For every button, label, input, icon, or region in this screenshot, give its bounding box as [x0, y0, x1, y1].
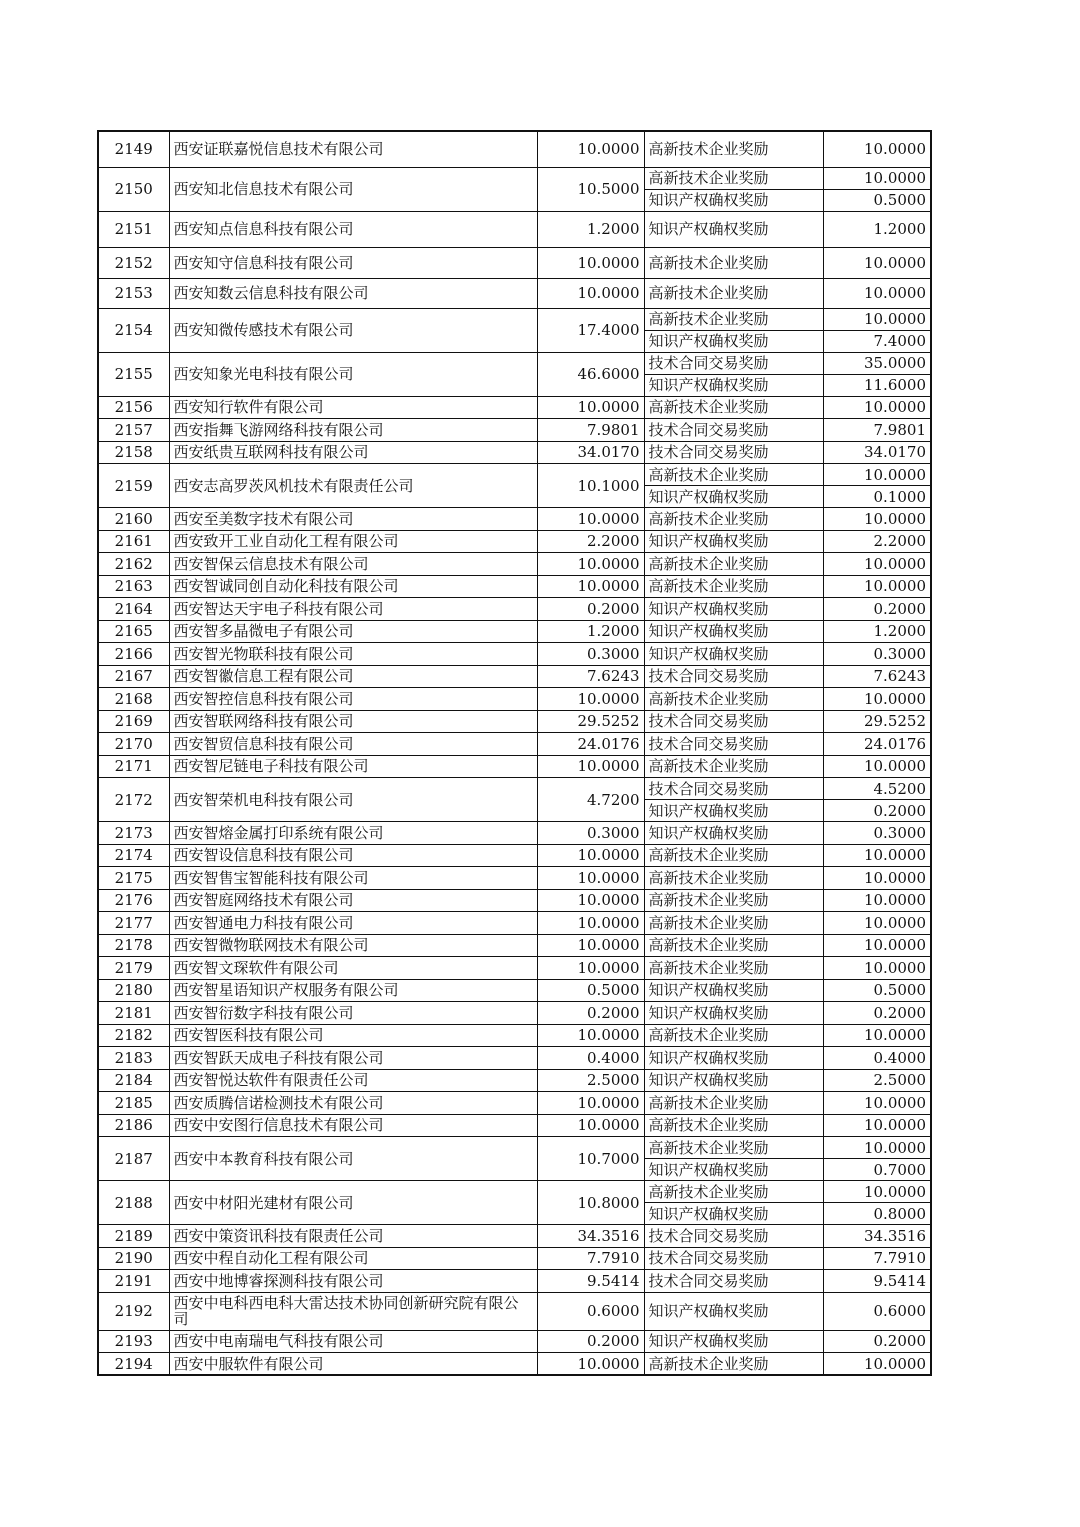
award-value: 9.5414 [823, 1270, 931, 1293]
company-name: 西安知象光电科技有限公司 [169, 352, 537, 396]
row-number: 2167 [98, 665, 169, 688]
table-row [98, 553, 931, 576]
table-row [98, 1092, 931, 1115]
row-number: 2189 [98, 1225, 169, 1248]
award-type: 高新技术企业奖励 [644, 1114, 823, 1137]
total-amount: 10.8000 [537, 1181, 644, 1225]
award-value: 10.0000 [823, 308, 931, 330]
row-number: 2190 [98, 1247, 169, 1270]
award-type: 高新技术企业奖励 [644, 131, 823, 167]
award-value: 10.0000 [823, 957, 931, 980]
award-value: 10.0000 [823, 1114, 931, 1137]
total-amount: 10.0000 [537, 508, 644, 531]
row-number: 2150 [98, 167, 169, 211]
row-number: 2187 [98, 1137, 169, 1181]
company-name: 西安知行软件有限公司 [169, 396, 537, 419]
award-type: 知识产权确权奖励 [644, 620, 823, 643]
award-type: 高新技术企业奖励 [644, 396, 823, 419]
table-row [98, 167, 931, 189]
award-value: 10.0000 [823, 755, 931, 778]
row-number: 2160 [98, 508, 169, 531]
total-amount: 10.0000 [537, 278, 644, 308]
total-amount: 10.0000 [537, 1114, 644, 1137]
row-number: 2174 [98, 844, 169, 867]
award-type: 知识产权确权奖励 [644, 1047, 823, 1070]
award-value: 0.3000 [823, 822, 931, 845]
row-number: 2149 [98, 131, 169, 167]
award-type: 知识产权确权奖励 [644, 189, 823, 211]
company-name: 西安智通电力科技有限公司 [169, 912, 537, 935]
total-amount: 1.2000 [537, 211, 644, 247]
award-type: 知识产权确权奖励 [644, 1330, 823, 1353]
row-number: 2162 [98, 553, 169, 576]
company-name: 西安指舞飞游网络科技有限公司 [169, 419, 537, 442]
row-number: 2172 [98, 778, 169, 822]
row-number: 2186 [98, 1114, 169, 1137]
table-row [98, 1137, 931, 1159]
company-name: 西安知点信息科技有限公司 [169, 211, 537, 247]
total-amount: 10.0000 [537, 1353, 644, 1376]
table-row [98, 979, 931, 1002]
award-value: 10.0000 [823, 575, 931, 598]
table-row [98, 733, 931, 756]
company-name: 西安智荣机电科技有限公司 [169, 778, 537, 822]
award-type: 知识产权确权奖励 [644, 598, 823, 621]
award-value: 10.0000 [823, 396, 931, 419]
table-row [98, 822, 931, 845]
row-number: 2191 [98, 1270, 169, 1293]
table-row [98, 396, 931, 419]
table-row [98, 844, 931, 867]
row-number: 2166 [98, 643, 169, 666]
table-row [98, 211, 931, 247]
company-name: 西安致开工业自动化工程有限公司 [169, 530, 537, 553]
total-amount: 10.1000 [537, 464, 644, 508]
company-name: 西安智星语知识产权服务有限公司 [169, 979, 537, 1002]
total-amount: 2.2000 [537, 530, 644, 553]
award-value: 29.5252 [823, 710, 931, 733]
table-row [98, 247, 931, 278]
award-value: 7.9801 [823, 419, 931, 442]
company-name: 西安纸贵互联网科技有限公司 [169, 441, 537, 464]
total-amount: 34.0170 [537, 441, 644, 464]
table-row [98, 778, 931, 800]
award-value: 0.1000 [823, 486, 931, 508]
award-type: 高新技术企业奖励 [644, 575, 823, 598]
total-amount: 10.0000 [537, 553, 644, 576]
table-row [98, 1330, 931, 1353]
award-value: 0.6000 [823, 1292, 931, 1330]
table-row [98, 688, 931, 711]
award-type: 技术合同交易奖励 [644, 352, 823, 374]
table-row [98, 1002, 931, 1025]
company-name: 西安智熔金属打印系统有限公司 [169, 822, 537, 845]
award-type: 知识产权确权奖励 [644, 643, 823, 666]
total-amount: 10.0000 [537, 844, 644, 867]
company-name: 西安中策资讯科技有限责任公司 [169, 1225, 537, 1248]
award-value: 1.2000 [823, 211, 931, 247]
company-name: 西安知数云信息科技有限公司 [169, 278, 537, 308]
award-value: 10.0000 [823, 553, 931, 576]
award-value: 10.0000 [823, 167, 931, 189]
award-value: 0.2000 [823, 598, 931, 621]
row-number: 2152 [98, 247, 169, 278]
company-name: 西安智微物联网技术有限公司 [169, 934, 537, 957]
award-value: 11.6000 [823, 374, 931, 396]
row-number: 2165 [98, 620, 169, 643]
company-name: 西安智诚同创自动化科技有限公司 [169, 575, 537, 598]
row-number: 2193 [98, 1330, 169, 1353]
total-amount: 10.0000 [537, 1024, 644, 1047]
award-type: 知识产权确权奖励 [644, 486, 823, 508]
award-type: 高新技术企业奖励 [644, 755, 823, 778]
row-number: 2173 [98, 822, 169, 845]
company-name: 西安智光物联科技有限公司 [169, 643, 537, 666]
award-type: 知识产权确权奖励 [644, 530, 823, 553]
total-amount: 10.5000 [537, 167, 644, 211]
award-value: 2.2000 [823, 530, 931, 553]
row-number: 2194 [98, 1353, 169, 1376]
row-number: 2171 [98, 755, 169, 778]
total-amount: 10.0000 [537, 957, 644, 980]
total-amount: 10.0000 [537, 867, 644, 890]
total-amount: 17.4000 [537, 308, 644, 352]
award-value: 0.2000 [823, 1002, 931, 1025]
table-row [98, 867, 931, 890]
award-type: 知识产权确权奖励 [644, 374, 823, 396]
table-row [98, 755, 931, 778]
award-type: 知识产权确权奖励 [644, 822, 823, 845]
award-type: 技术合同交易奖励 [644, 665, 823, 688]
company-name: 西安智控信息科技有限公司 [169, 688, 537, 711]
award-type: 高新技术企业奖励 [644, 957, 823, 980]
table-row [98, 889, 931, 912]
award-value: 10.0000 [823, 889, 931, 912]
award-value: 10.0000 [823, 1137, 931, 1159]
award-type: 知识产权确权奖励 [644, 800, 823, 822]
total-amount: 10.0000 [537, 755, 644, 778]
award-value: 10.0000 [823, 1181, 931, 1203]
company-name: 西安至美数字技术有限公司 [169, 508, 537, 531]
award-value: 7.6243 [823, 665, 931, 688]
total-amount: 0.2000 [537, 1002, 644, 1025]
total-amount: 0.2000 [537, 598, 644, 621]
company-name: 西安智庭网络技术有限公司 [169, 889, 537, 912]
company-name: 西安质腾信诺检测技术有限公司 [169, 1092, 537, 1115]
company-name: 西安智衍数字科技有限公司 [169, 1002, 537, 1025]
award-value: 10.0000 [823, 1092, 931, 1115]
total-amount: 46.6000 [537, 352, 644, 396]
award-type: 高新技术企业奖励 [644, 1353, 823, 1376]
total-amount: 10.0000 [537, 131, 644, 167]
award-type: 技术合同交易奖励 [644, 1225, 823, 1248]
table-row [98, 957, 931, 980]
award-type: 高新技术企业奖励 [644, 508, 823, 531]
award-value: 10.0000 [823, 912, 931, 935]
award-value: 10.0000 [823, 464, 931, 486]
company-name: 西安智悦达软件有限责任公司 [169, 1069, 537, 1092]
company-name: 西安中服软件有限公司 [169, 1353, 537, 1376]
total-amount: 10.0000 [537, 889, 644, 912]
table-row [98, 352, 931, 374]
company-name: 西安智多晶微电子有限公司 [169, 620, 537, 643]
award-type: 知识产权确权奖励 [644, 1069, 823, 1092]
row-number: 2177 [98, 912, 169, 935]
total-amount: 29.5252 [537, 710, 644, 733]
table-row [98, 530, 931, 553]
award-value: 0.4000 [823, 1047, 931, 1070]
company-name: 西安证联嘉悦信息技术有限公司 [169, 131, 537, 167]
award-type: 高新技术企业奖励 [644, 1137, 823, 1159]
company-name: 西安中安图行信息技术有限公司 [169, 1114, 537, 1137]
total-amount: 7.9801 [537, 419, 644, 442]
award-value: 10.0000 [823, 247, 931, 278]
award-type: 高新技术企业奖励 [644, 844, 823, 867]
company-name: 西安中电南瑞电气科技有限公司 [169, 1330, 537, 1353]
company-name: 西安中本教育科技有限公司 [169, 1137, 537, 1181]
table-row [98, 1353, 931, 1376]
award-type: 知识产权确权奖励 [644, 1203, 823, 1225]
total-amount: 1.2000 [537, 620, 644, 643]
table-row [98, 934, 931, 957]
award-type: 知识产权确权奖励 [644, 979, 823, 1002]
table-row [98, 441, 931, 464]
award-value: 2.5000 [823, 1069, 931, 1092]
award-value: 7.4000 [823, 330, 931, 352]
company-name: 西安智医科技有限公司 [169, 1024, 537, 1047]
table-row [98, 278, 931, 308]
award-type: 技术合同交易奖励 [644, 710, 823, 733]
row-number: 2179 [98, 957, 169, 980]
award-type: 高新技术企业奖励 [644, 278, 823, 308]
award-type: 高新技术企业奖励 [644, 912, 823, 935]
total-amount: 0.4000 [537, 1047, 644, 1070]
company-name: 西安志高罗茨风机技术有限责任公司 [169, 464, 537, 508]
total-amount: 7.7910 [537, 1247, 644, 1270]
company-name: 西安智文琛软件有限公司 [169, 957, 537, 980]
award-type: 高新技术企业奖励 [644, 1181, 823, 1203]
award-value: 0.2000 [823, 800, 931, 822]
total-amount: 10.7000 [537, 1137, 644, 1181]
award-type: 知识产权确权奖励 [644, 330, 823, 352]
company-name: 西安中材阳光建材有限公司 [169, 1181, 537, 1225]
award-value: 10.0000 [823, 278, 931, 308]
row-number: 2169 [98, 710, 169, 733]
company-name: 西安中程自动化工程有限公司 [169, 1247, 537, 1270]
row-number: 2178 [98, 934, 169, 957]
award-value: 10.0000 [823, 688, 931, 711]
table-row [98, 419, 931, 442]
award-type: 技术合同交易奖励 [644, 441, 823, 464]
company-name: 西安知微传感技术有限公司 [169, 308, 537, 352]
table-row [98, 1114, 931, 1137]
total-amount: 10.0000 [537, 575, 644, 598]
award-type: 高新技术企业奖励 [644, 247, 823, 278]
award-type: 高新技术企业奖励 [644, 688, 823, 711]
company-name: 西安智贸信息科技有限公司 [169, 733, 537, 756]
row-number: 2188 [98, 1181, 169, 1225]
total-amount: 4.7200 [537, 778, 644, 822]
total-amount: 10.0000 [537, 247, 644, 278]
row-number: 2157 [98, 419, 169, 442]
table-row [98, 1181, 931, 1203]
row-number: 2163 [98, 575, 169, 598]
row-number: 2192 [98, 1292, 169, 1330]
award-value: 1.2000 [823, 620, 931, 643]
award-value: 10.0000 [823, 508, 931, 531]
award-value: 10.0000 [823, 1024, 931, 1047]
award-type: 高新技术企业奖励 [644, 553, 823, 576]
table-row [98, 308, 931, 330]
row-number: 2183 [98, 1047, 169, 1070]
company-name: 西安中地博睿探测科技有限公司 [169, 1270, 537, 1293]
award-value: 0.8000 [823, 1203, 931, 1225]
award-type: 技术合同交易奖励 [644, 419, 823, 442]
company-name: 西安智保云信息技术有限公司 [169, 553, 537, 576]
award-value: 10.0000 [823, 844, 931, 867]
award-value: 24.0176 [823, 733, 931, 756]
table-row [98, 1069, 931, 1092]
row-number: 2151 [98, 211, 169, 247]
company-name: 西安智达天宇电子科技有限公司 [169, 598, 537, 621]
table-row [98, 598, 931, 621]
award-value: 7.7910 [823, 1247, 931, 1270]
company-name: 西安知守信息科技有限公司 [169, 247, 537, 278]
award-table [97, 130, 932, 1376]
award-value: 4.5200 [823, 778, 931, 800]
total-amount: 10.0000 [537, 688, 644, 711]
table-row [98, 710, 931, 733]
award-value: 0.3000 [823, 643, 931, 666]
table-row [98, 1024, 931, 1047]
table-row [98, 508, 931, 531]
award-type: 高新技术企业奖励 [644, 867, 823, 890]
award-value: 10.0000 [823, 1353, 931, 1376]
award-type: 技术合同交易奖励 [644, 1270, 823, 1293]
company-name: 西安智设信息科技有限公司 [169, 844, 537, 867]
award-type: 知识产权确权奖励 [644, 211, 823, 247]
award-value: 35.0000 [823, 352, 931, 374]
table-row [98, 620, 931, 643]
award-type: 高新技术企业奖励 [644, 1092, 823, 1115]
award-type: 技术合同交易奖励 [644, 733, 823, 756]
row-number: 2155 [98, 352, 169, 396]
row-number: 2158 [98, 441, 169, 464]
table-row [98, 1225, 931, 1248]
total-amount: 10.0000 [537, 912, 644, 935]
award-value: 10.0000 [823, 131, 931, 167]
award-type: 技术合同交易奖励 [644, 1247, 823, 1270]
company-name: 西安知北信息技术有限公司 [169, 167, 537, 211]
row-number: 2176 [98, 889, 169, 912]
row-number: 2185 [98, 1092, 169, 1115]
row-number: 2182 [98, 1024, 169, 1047]
award-type: 知识产权确权奖励 [644, 1159, 823, 1181]
row-number: 2153 [98, 278, 169, 308]
award-type: 高新技术企业奖励 [644, 167, 823, 189]
award-value: 0.5000 [823, 979, 931, 1002]
award-value: 0.7000 [823, 1159, 931, 1181]
row-number: 2161 [98, 530, 169, 553]
row-number: 2156 [98, 396, 169, 419]
row-number: 2159 [98, 464, 169, 508]
total-amount: 10.0000 [537, 1092, 644, 1115]
total-amount: 2.5000 [537, 1069, 644, 1092]
table-row [98, 1247, 931, 1270]
row-number: 2170 [98, 733, 169, 756]
row-number: 2175 [98, 867, 169, 890]
total-amount: 10.0000 [537, 396, 644, 419]
table-row [98, 912, 931, 935]
table-row [98, 643, 931, 666]
row-number: 2181 [98, 1002, 169, 1025]
table-row [98, 1270, 931, 1293]
award-value: 34.3516 [823, 1225, 931, 1248]
award-type: 技术合同交易奖励 [644, 778, 823, 800]
table-row [98, 1047, 931, 1070]
award-value: 10.0000 [823, 934, 931, 957]
row-number: 2168 [98, 688, 169, 711]
company-name: 西安智联网络科技有限公司 [169, 710, 537, 733]
table-row [98, 1292, 931, 1330]
award-type: 知识产权确权奖励 [644, 1292, 823, 1330]
table-row [98, 665, 931, 688]
company-name: 西安智售宝智能科技有限公司 [169, 867, 537, 890]
table-row [98, 575, 931, 598]
award-value: 0.2000 [823, 1330, 931, 1353]
total-amount: 9.5414 [537, 1270, 644, 1293]
total-amount: 34.3516 [537, 1225, 644, 1248]
total-amount: 7.6243 [537, 665, 644, 688]
row-number: 2180 [98, 979, 169, 1002]
total-amount: 0.3000 [537, 643, 644, 666]
table-row [98, 131, 931, 167]
award-value: 0.5000 [823, 189, 931, 211]
total-amount: 0.5000 [537, 979, 644, 1002]
row-number: 2184 [98, 1069, 169, 1092]
award-type: 高新技术企业奖励 [644, 1024, 823, 1047]
award-table-container [97, 130, 930, 1376]
award-value: 10.0000 [823, 867, 931, 890]
total-amount: 0.3000 [537, 822, 644, 845]
company-name: 西安中电科西电科大雷达技术协同创新研究院有限公司 [169, 1292, 537, 1330]
total-amount: 0.2000 [537, 1330, 644, 1353]
table-row [98, 464, 931, 486]
award-value: 34.0170 [823, 441, 931, 464]
award-type: 知识产权确权奖励 [644, 1002, 823, 1025]
row-number: 2154 [98, 308, 169, 352]
award-type: 高新技术企业奖励 [644, 464, 823, 486]
total-amount: 24.0176 [537, 733, 644, 756]
row-number: 2164 [98, 598, 169, 621]
award-type: 高新技术企业奖励 [644, 889, 823, 912]
company-name: 西安智跃天成电子科技有限公司 [169, 1047, 537, 1070]
award-type: 高新技术企业奖励 [644, 308, 823, 330]
company-name: 西安智尼链电子科技有限公司 [169, 755, 537, 778]
company-name: 西安智徽信息工程有限公司 [169, 665, 537, 688]
award-type: 高新技术企业奖励 [644, 934, 823, 957]
total-amount: 10.0000 [537, 934, 644, 957]
award-table-body [98, 131, 931, 1375]
total-amount: 0.6000 [537, 1292, 644, 1330]
